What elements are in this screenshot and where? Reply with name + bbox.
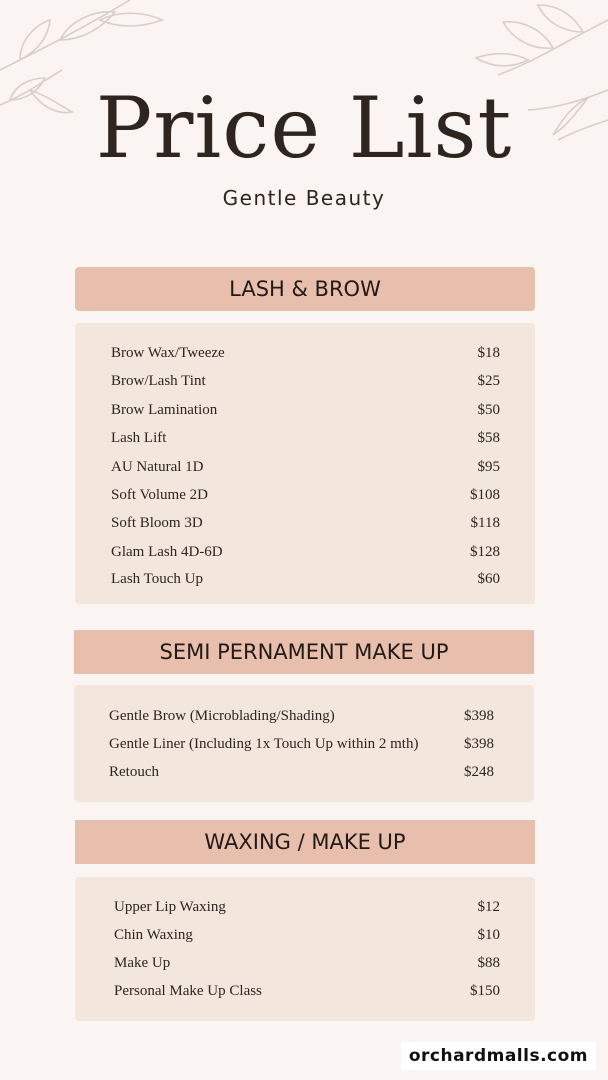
page-subtitle: Gentle Beauty	[222, 186, 386, 210]
price-row	[114, 896, 500, 918]
service-price: $95	[477, 458, 500, 475]
service-name: Lash Lift	[111, 429, 167, 446]
service-price: $398	[464, 707, 494, 724]
service-price: $10	[477, 926, 500, 943]
service-price: $12	[477, 898, 500, 915]
service-name: Glam Lash 4D-6D	[111, 543, 223, 560]
service-price: $58	[477, 429, 500, 446]
price-row	[109, 705, 494, 727]
service-price: $25	[477, 372, 500, 389]
service-name: Brow/Lash Tint	[111, 372, 206, 389]
price-row	[109, 733, 494, 755]
service-name: AU Natural 1D	[111, 458, 204, 475]
service-name: Gentle Brow (Microblading/Shading)	[109, 707, 335, 724]
service-price: $108	[470, 486, 500, 503]
service-price: $18	[477, 344, 500, 361]
price-row	[111, 399, 500, 421]
price-row	[114, 980, 500, 1002]
service-name: Retouch	[109, 763, 159, 780]
service-price: $150	[470, 982, 500, 999]
price-row	[114, 924, 500, 946]
service-price: $118	[470, 514, 500, 531]
service-name: Soft Volume 2D	[111, 486, 208, 503]
page-title: Price List	[95, 79, 513, 177]
service-name: Lash Touch Up	[111, 570, 203, 587]
section-header-lash-brow: LASH & BROW	[75, 267, 535, 311]
service-price: $248	[464, 763, 494, 780]
price-row	[111, 370, 500, 392]
service-name: Upper Lip Waxing	[114, 898, 226, 915]
price-row	[114, 952, 500, 974]
service-name: Make Up	[114, 954, 171, 971]
service-name: Gentle Liner (Including 1x Touch Up within 2 mth)	[109, 735, 419, 752]
service-name: Brow Wax/Tweeze	[111, 344, 225, 361]
price-row	[109, 761, 494, 783]
section-header-waxing-makeup: WAXING / MAKE UP	[75, 820, 535, 864]
service-name: Chin Waxing	[114, 926, 193, 943]
service-name: Soft Bloom 3D	[111, 514, 203, 531]
price-row	[111, 541, 500, 563]
price-row	[111, 484, 500, 506]
service-price: $128	[470, 543, 500, 560]
price-row	[111, 568, 500, 590]
watermark: orchardmalls.com	[401, 1042, 596, 1070]
service-price: $88	[477, 954, 500, 971]
price-row	[111, 342, 500, 364]
service-name: Brow Lamination	[111, 401, 218, 418]
price-row	[111, 456, 500, 478]
price-row	[111, 512, 500, 534]
service-price: $398	[464, 735, 494, 752]
service-name: Personal Make Up Class	[114, 982, 262, 999]
service-price: $50	[477, 401, 500, 418]
service-price: $60	[477, 570, 500, 587]
price-row	[111, 427, 500, 449]
section-header-semi-permanent: SEMI PERNAMENT MAKE UP	[74, 630, 534, 674]
